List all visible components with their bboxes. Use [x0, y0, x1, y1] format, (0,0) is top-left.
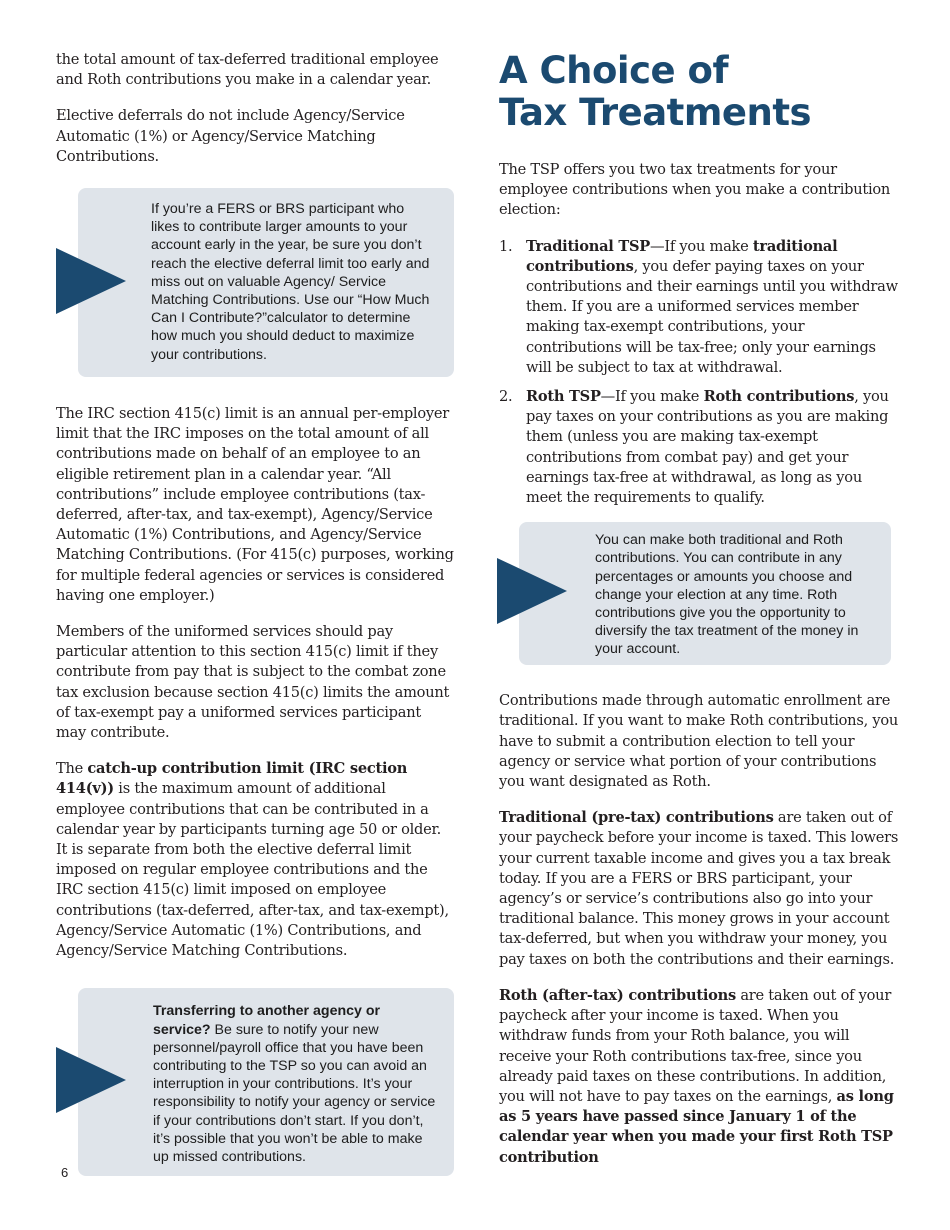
tax-treatments-intro: The TSP offers you two tax treatments for your employee contributions when you make a contribution election:	[499, 161, 891, 219]
list-item-term: Traditional TSP	[526, 237, 651, 255]
callout-text	[153, 1002, 441, 1166]
section-title-line-1: A Choice of	[499, 49, 729, 92]
catch-up-description: is the maximum amount of additional employee contributions that can be contributed in a calendar year by participants turning age 50 or older. It is separate from both the elective deferral limit imposed on regular employee contributions and the IRC section 415(c) limit imposed on employee contributions (tax-deferred, after-tax, and tax-exempt), Agency/Service Automatic (1%) Contributions, and Agency/Service Matching Contributions.	[56, 780, 449, 960]
callout-arrow-icon	[56, 1047, 126, 1113]
traditional-contributions-paragraph	[499, 808, 899, 970]
transfer-tip-callout	[78, 988, 454, 1176]
transfer-tip-body: Be sure to notify your new personnel/payroll office that you have been contributing to the TSP so you can avoid an interruption in your contributions. It’s your responsibility to notify your agency or service if your contributions don’t start. If you don’t, it’s possible that you won’t be able to make up missed contributions.	[153, 1021, 436, 1165]
callout-text: You can make both traditional and Roth contributions. You can contribute in any percentages or amounts you choose and change your election at any time. Roth contributions give you the opportunity to diversify the tax treatment of the money in your account.	[595, 532, 859, 658]
section-title	[499, 50, 899, 134]
elective-deferral-exclusions: Elective deferrals do not include Agency/Service Automatic (1%) or Agency/Service Matching Contributions.	[56, 107, 405, 165]
list-item-term: Roth contributions	[703, 388, 855, 406]
list-item-text: , you defer paying taxes on your contributions and their earnings until you withdraw them. If you are a uniformed services member making tax-exempt contributions, your contributions will be tax-free; only your earnings will be subject to tax at withdrawal.	[526, 257, 898, 376]
catch-up-pre: The	[56, 760, 88, 778]
callout-text: If you’re a FERS or BRS participant who likes to contribute larger amounts to your account early in the year, be sure you don’t reach the elective deferral limit too early and miss out on valuable Agency/ Service Matching Contributions. Use our “How Much Can I Contribute?”calculator to determine how much you should deduct to maximize your contributions.	[151, 201, 430, 363]
automatic-enrollment-paragraph: Contributions made through automatic enrollment are traditional. If you want to make Roth contributions, you have to submit a contribution election to tell your agency or service what portion of your contributions you want designated as Roth.	[499, 692, 899, 791]
page-number: 6	[61, 1165, 69, 1180]
callout-arrow-icon	[56, 248, 126, 314]
list-item-number: 2.	[499, 388, 513, 406]
roth-contributions-paragraph	[499, 986, 899, 1168]
roth-five-year-rule: as long as 5 years have passed since January 1 of the calendar year when you made your first Roth TSP contribution	[499, 1087, 894, 1166]
section-title-line-2: Tax Treatments	[499, 91, 812, 134]
callout-arrow-icon	[497, 558, 567, 624]
list-item-term: Roth TSP	[526, 388, 601, 406]
list-item-term: traditional contributions	[526, 237, 838, 275]
elective-deferral-tip-callout	[78, 188, 454, 377]
catch-up-limit-term: catch-up contribution limit (IRC section 414(v))	[56, 760, 408, 798]
roth-traditional-tip-callout	[519, 522, 891, 665]
catch-up-limit-paragraph	[56, 759, 454, 961]
roth-description: are taken out of your paycheck after your income is taxed. When you withdraw funds from your Roth balance, you will receive your Roth contributions tax-free, since you already paid taxes on these contributions. In addition, you will not have to pay taxes on the earnings,	[499, 986, 892, 1105]
list-item-number: 1.	[499, 237, 513, 255]
list-item-text: —If you make	[600, 388, 704, 406]
list-item-text: , you pay taxes on your contributions as you are making them (unless you are making tax-exempt contributions from combat pay) and get your earnings tax-free at withdrawal, as long as you meet the requirements to qualify.	[526, 388, 889, 507]
list-item	[499, 237, 899, 378]
tax-treatment-list	[499, 237, 899, 509]
transfer-tip-heading: Transferring to another agency or service?	[153, 1003, 381, 1038]
elective-deferral-continuation: the total amount of tax-deferred traditional employee and Roth contributions you make in a calendar year.	[56, 51, 439, 89]
section-415c-paragraph: The IRC section 415(c) limit is an annual per-employer limit that the IRC imposes on the total amount of all contributions made on behalf of an employee to an eligible retirement plan in a calendar year. “All contributions” include employee contributions (tax-deferred, after-tax, and tax-exempt), Agency/Service Automatic (1%) Contributions, and Agency/Service Matching Contributions. (For 415(c) purposes, working for multiple federal agencies or services is considered having one employer.)	[56, 405, 454, 604]
left-column	[56, 50, 454, 1176]
traditional-term: Traditional (pre-tax) contributions	[499, 809, 774, 827]
right-column	[499, 50, 899, 1184]
traditional-description: are taken out of your paycheck before your income is taxed. This lowers your current taxable income and gives you a tax break today. If you are a FERS or BRS participant, your agency’s or service’s contributions also go into your traditional balance. This money grows in your account tax-deferred, but when you withdraw your money, you pay taxes on both the contributions and their earnings.	[499, 809, 899, 968]
uniformed-services-paragraph: Members of the uniformed services should pay particular attention to this section 415(c) limit if they contribute from pay that is subject to the combat zone tax exclusion because section 415(c) limits the amount of tax-exempt pay a uniformed services participant may contribute.	[56, 623, 450, 742]
roth-term: Roth (after-tax) contributions	[499, 986, 736, 1004]
list-item	[499, 387, 899, 508]
list-item-text: —If you make	[650, 237, 753, 255]
